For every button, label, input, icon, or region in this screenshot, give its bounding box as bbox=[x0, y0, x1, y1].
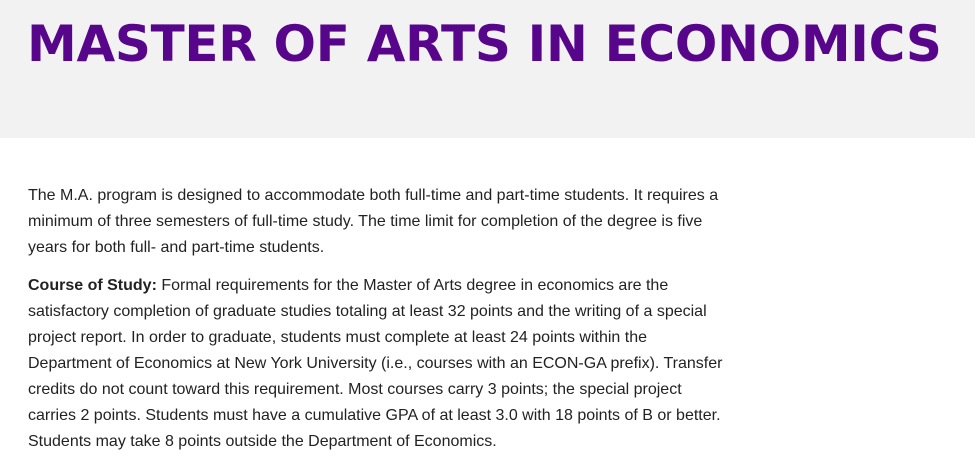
course-line: credits do not count toward this requirement. Most courses carry 3 points; the special project bbox=[28, 381, 682, 398]
course-of-study-label: Course of Study: bbox=[28, 277, 157, 294]
course-line: Students may take 8 points outside the Department of Economics. bbox=[28, 433, 497, 450]
main-content bbox=[28, 183, 828, 467]
intro-line: years for both full- and part-time students. bbox=[28, 239, 325, 256]
intro-line: minimum of three semesters of full-time study. The time limit for completion of the degree is five bbox=[28, 213, 703, 230]
course-line: Department of Economics at New York University (i.e., courses with an ECON-GA prefix). Transfer bbox=[28, 355, 723, 372]
course-of-study-paragraph bbox=[28, 273, 828, 455]
course-line: carries 2 points. Students must have a cumulative GPA of at least 3.0 with 18 points of B or better. bbox=[28, 407, 721, 424]
course-line: satisfactory completion of graduate studies totaling at least 32 points and the writing of a special bbox=[28, 303, 707, 320]
intro-line: The M.A. program is designed to accommodate both full-time and part-time students. It requires a bbox=[28, 187, 719, 204]
course-line: Formal requirements for the Master of Arts degree in economics are the bbox=[156, 277, 669, 294]
course-line: project report. In order to graduate, students must complete at least 24 points within the bbox=[28, 329, 648, 346]
page-title: MASTER OF ARTS IN ECONOMICS bbox=[27, 15, 942, 73]
intro-paragraph bbox=[28, 183, 828, 261]
page-header bbox=[0, 0, 975, 138]
